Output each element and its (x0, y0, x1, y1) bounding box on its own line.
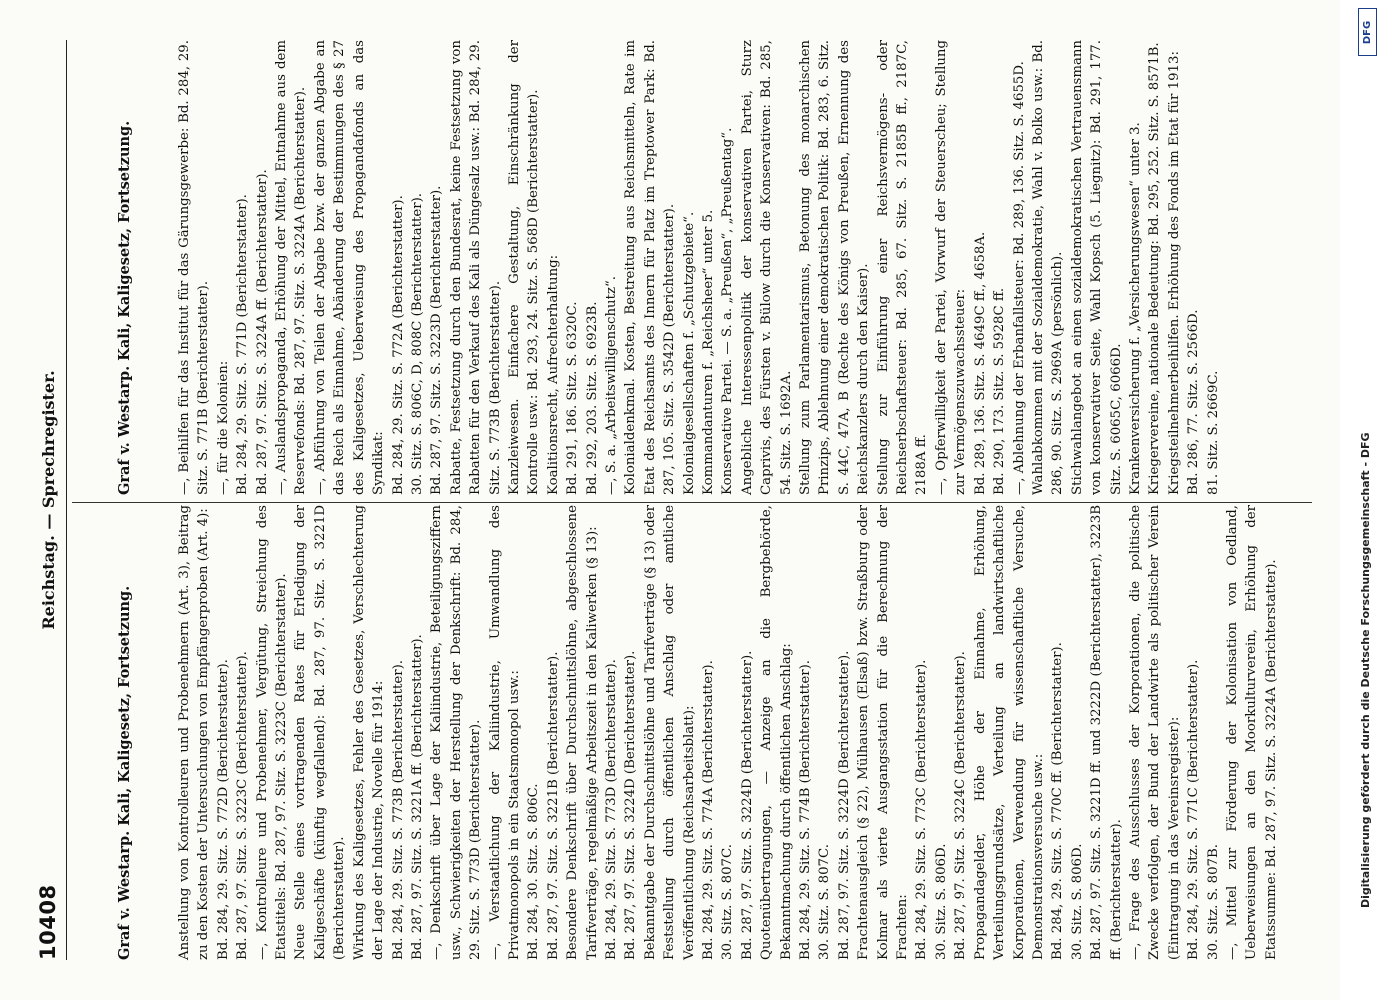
register-entry: Rabatte, Festsetzung durch den Bundesrat, keine Festsetzung von Rabatten für den Verkauf des Kali als Düngesalz usw.: Bd. 284, 29. Sitz. S. 773B (Berichterstatter). (448, 35, 503, 495)
register-entry: Bd. 284, 29. Sitz. S. 773C (Berichterstatter). (914, 659, 930, 960)
register-entry: Bd. 284, 29. Sitz. S. 771C (Berichterstatter). (1186, 659, 1202, 960)
register-entry: Bd. 287, 97. Sitz. S. 3224D (Berichterstatter). (623, 650, 639, 960)
register-entry: Bd. 290, 173. Sitz. S. 5928C ff. (992, 287, 1008, 495)
register-entry: Bd. 284, 29. Sitz. S. 770C ff. (Berichterstatter). (1050, 642, 1066, 960)
register-entry: Wirkung des Kaligesetzes, Fehler des Gesetzes, Verschlechterung der Lage der Industrie, Novelle für 1914: (351, 505, 387, 960)
register-entry: Bd. 284, 30. Sitz. S. 806C. (526, 783, 542, 960)
register-entry: —, Opferwilligkeit der Partei, Vorwurf der Steuerscheu; Stellung zur Vermögenszuwachssteuer: (933, 35, 969, 495)
register-entry: Bd. 284, 29. Sitz. S. 771D (Berichterstatter). (235, 194, 251, 495)
register-entry: Quotenübertragungen, — Anzeige an die Bergbehörde, Bekanntmachung durch öffentlichen Anschlag: (759, 505, 794, 960)
register-entry: Kolonialgesellschaften f. „Schutzgebiete“. (681, 211, 697, 495)
register-entry: Stichwahlangebot an einen sozialdemokratischen Vertrauensmann von konservativer Seite, Wahl Kopsch (5. Liegnitz): Bd. 291, 177. Sitz. S. 6065C, 6066D. (1069, 35, 1124, 495)
register-entry: Bd. 287, 97. Sitz. S. 3223C (Berichterstatter). (235, 651, 251, 960)
register-entry: Bd. 284, 29. Sitz. S. 774A (Berichterstatter). (701, 660, 716, 960)
register-entry: Bd. 287, 97. Sitz. S. 3224A ff. (Berichterstatter). (254, 169, 270, 495)
register-entry: Propagandagelder, Höhe der Einnahme, Erhöhung, Verteilungsgrundsätze, Verteilung an landwirtschaftliche Korporationen, Verwendung für wissenschaftliche Versuche, Demonstrationsversuche usw.: (972, 505, 1046, 960)
register-entry: Stellung zum Parlamentarismus, Betonung des monarchischen Prinzips, Ablehnung einer demokratischen Politik: Bd. 283, 6. Sitz. S. 44C, 47A, B (Rechte des Königs von Preußen, Ernennung des Reichskanzlers durch den Kaiser). (798, 35, 872, 495)
register-entry: —, Denkschrift über Lage der Kaliindustrie, Beteiligungsziffern usw., Schwierigkeiten der Herstellung der Denkschrift: Bd. 284, 29. Sitz. S. 773D (Berichterstatter). (429, 505, 484, 960)
register-entry: 30. Sitz. S. 806C, D, 808C (Berichterstatter). (409, 192, 425, 495)
register-entry: Angebliche Interessenpolitik der konservativen Partei, Sturz Caprivis, des Fürsten v. Bülow durch die Konservativen: Bd. 285, 54. Sitz. S. 1692A. (739, 35, 794, 495)
register-entry: —, Mittel zur Förderung der Kolonisation von Oedland, Ueberweisungen an den Moorkulturverein, Erhöhung der Etatssumme: Bd. 287, 97. Sitz. S. 3224A (Berichterstatter). (1224, 505, 1279, 960)
register-entry: —, Ablehnung der Erbanfallsteuer: Bd. 289, 136. Sitz. S. 4655D. (1011, 61, 1027, 495)
register-entry: —, S. a. „Arbeitswilligenschutz“. (603, 276, 619, 495)
register-entry: Kolonialdenkmal. Kosten, Bestreitung aus Reichsmitteln, Rate im Etat des Reichsamts des Innern für Platz im Treptower Park: Bd. 287, 105. Sitz. S. 3542D (Berichterstatter). (623, 35, 678, 495)
register-entry: Anstellung von Kontrolleuren und Probenehmern (Art. 3), Beitrag zu den Kosten der Untersuchungen von Empfängerproben (Art. 4): (177, 505, 212, 960)
register-entry: Konservative Partei. — S. a. „Preußen“, „Preußentag“. (720, 127, 736, 495)
left-column (76, 505, 1320, 960)
register-entry: Neue Stelle eines vortragenden Rates für Erledigung der Kaligeschäfte (künftig wegfallend): Bd. 287, 97. Sitz. S. 3221D (Berichterstatter). (293, 505, 348, 960)
register-entry: Kriegervereine, nationale Bedeutung: Bd. 295, 252. Sitz. S. 8571B. (1147, 42, 1163, 495)
register-entry: Bd. 287, 97. Sitz. S. 3224D (Berichterstatter). (836, 650, 852, 960)
register-entry: —, Kontrolleure und Probenehmer, Vergütung, Streichung des Etatstitels: Bd. 287, 97. Sitz. S. 3223C (Berichterstatter). (254, 505, 290, 960)
register-entry: —, Verstaatlichung der Kaliindustrie, Umwandlung des Privatmonopols in ein Staatsmonopol usw.: (487, 505, 522, 960)
register-entry: Bd. 287, 97. Sitz. S. 3224D (Berichterstatter). (739, 650, 755, 960)
register-entry: Besondere Denkschrift über Durchschnittslöhne, abgeschlossene Tarifverträge, regelmäßige Arbeitszeit in den Kaliwerken (§ 13): (565, 505, 600, 960)
register-entry: 30. Sitz. S. 807C. (817, 844, 833, 960)
register-entry: Bd. 287, 97. Sitz. S. 3221D ff. und 3222D (Berichterstatter), 3223B ff. (Berichterstatter). (1089, 505, 1124, 960)
page-header (32, 40, 67, 960)
register-entry: Bd. 289, 136. Sitz. S. 4649C ff., 4658A. (972, 231, 988, 495)
register-entry: —, Abführung von Teilen der Abgabe bzw. der ganzen Abgabe an das Reich als Einnahme, Abänderung der Bestimmungen des § 27 des Kaligesetzes, Ueberweisung des Propagandafonds an das Syndikat: (312, 35, 387, 495)
register-entry: Koalitionsrecht, Aufrechterhaltung: (545, 254, 561, 495)
register-entry: Bd. 284, 29. Sitz. S. 772D (Berichterstatter). (215, 659, 231, 960)
register-entry: Krankenversicherung f. „Versicherungswesen“ unter 3. (1127, 122, 1143, 495)
register-entry: Wahlabkommen mit der Sozialdemokratie, Wahl v. Bolko usw.: Bd. 286, 90. Sitz. S. 2969A (persönlich). (1030, 35, 1066, 495)
register-entry: 81. Sitz. S. 2669C. (1205, 370, 1221, 495)
register-entry: Bd. 286, 77. Sitz. S. 2566D. (1186, 309, 1202, 495)
register-entry: Bd. 292, 203. Sitz. S. 6923B. (584, 301, 600, 495)
running-head: Reichstag. — Sprechregister. (39, 370, 58, 630)
right-entries (175, 35, 1223, 495)
register-entry: Bd. 284, 29. Sitz. S. 773B (Berichterstatter). (390, 659, 406, 960)
register-entry: —, für die Kolonien: (215, 360, 231, 495)
register-entry: Bd. 287, 97. Sitz. S. 3221B (Berichterstatter). (545, 651, 561, 960)
register-entry: Bekanntgabe der Durchschnittslöhne und Tarifverträge (§ 13) oder Feststellung durch öffentlichen Anschlag oder amtliche Veröffentlichung (Reichsarbeitsblatt): (642, 505, 697, 960)
register-entry: —, Auslandspropaganda, Erhöhung der Mittel, Entnahme aus dem Reservefonds: Bd. 287, 97. Sitz. S. 3224A (Berichterstatter). (274, 35, 309, 495)
register-entry: Kriegsteilnehmerbeihilfen. Erhöhung des Fonds im Etat für 1913: (1166, 51, 1182, 495)
register-entry: —, Frage des Ausschlusses der Korporationen, die politische Zwecke verfolgen, der Bund der Landwirte als politischer Verein (Eintragung in das Vereinsregister): (1127, 505, 1182, 960)
register-entry: Bd. 284, 29. Sitz. S. 772A (Berichterstatter). (390, 195, 406, 495)
register-entry: Frachtenausgleich (§ 22), Mülhausen (Elsaß) bzw. Straßburg oder Kolmar als vierte Ausgangsstation für die Berechnung der Frachten: (856, 505, 911, 960)
digitization-note-text: Digitalisierung gefördert durch die Deutsche Forschungsgemeinschaft - DFG (1359, 432, 1372, 908)
right-column-head: Graf v. Westarp. Kali, Kaligesetz, Fortsetzung. (115, 120, 133, 495)
register-entry: Bd. 291, 186. Sitz. S. 6320C. (565, 301, 581, 495)
register-entry: 30. Sitz. S. 807C. (720, 844, 736, 960)
register-entry: —, Beihilfen für das Institut für das Gärungsgewerbe: Bd. 284, 29. Sitz. S. 771B (Berichterstatter). (177, 35, 212, 495)
register-entry: Bd. 284, 29. Sitz. S. 773D (Berichterstatter). (603, 659, 619, 960)
register-entry: Bd. 287, 97. Sitz. S. 3221A ff. (Berichterstatter). (409, 634, 425, 960)
register-entry: Kommandanturen f. „Reichsheer“ unter 5. (701, 209, 716, 495)
dfg-logo-text: DFG (1362, 20, 1373, 44)
register-entry: Kanzleiwesen. Einfachere Gestaltung, Einschränkung der Kontrolle usw.: Bd. 293, 24. Sitz. S. 568D (Berichterstatter). (506, 35, 542, 495)
left-column-head: Graf v. Westarp. Kali, Kaligesetz, Fortsetzung. (115, 585, 133, 960)
register-entry: 30. Sitz. S. 807B. (1205, 843, 1221, 960)
digitization-note (1355, 8, 1375, 992)
left-entries (175, 505, 1281, 960)
right-column (76, 35, 1262, 495)
register-entry: 30. Sitz. S. 806D. (933, 843, 949, 960)
register-entry: Bd. 287, 97. Sitz. S. 3223D (Berichterstatter). (429, 185, 445, 495)
register-entry: Stellung zur Einführung einer Reichsvermögens- oder Reichserbschaftsteuer: Bd. 285, 67. Sitz. S. 2185B ff., 2187C, 2188A ff. (875, 35, 930, 495)
dfg-logo (1358, 8, 1377, 56)
register-entry: 30. Sitz. S. 806D. (1069, 843, 1085, 960)
register-entry: Bd. 287, 97. Sitz. S. 3224C (Berichterstatter). (953, 651, 969, 960)
page-number: 10408 (36, 884, 60, 960)
register-entry: Bd. 284, 29. Sitz. S. 774B (Berichterstatter). (798, 659, 814, 960)
